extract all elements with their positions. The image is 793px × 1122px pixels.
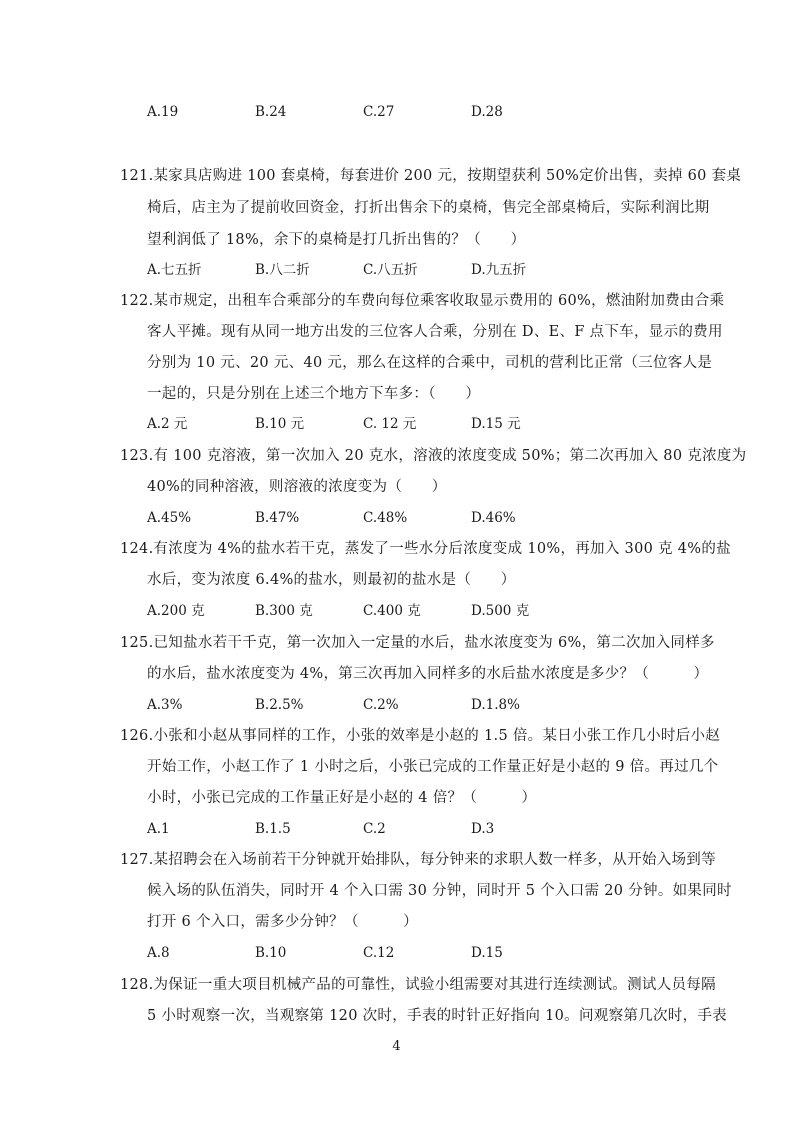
question-line: 126.小张和小赵从事同样的工作，小张的效率是小赵的 1.5 倍。某日小张工作几小时后小赵 bbox=[120, 728, 721, 744]
question-line: 望利润低了 18%，余下的桌椅是打几折出售的？（ ） bbox=[147, 232, 526, 248]
question-number: 126. bbox=[120, 728, 154, 744]
question-line: 125.已知盐水若干千克，第一次加入一定量的水后，盐水浓度变为 6%，第二次加入同样多 bbox=[120, 635, 715, 651]
option-c: C.27 bbox=[363, 104, 395, 120]
option-c: C.400 克 bbox=[363, 603, 421, 619]
question-line: 候入场的队伍消失，同时开 4 个入口需 30 分钟，同时开 5 个入口需 20 分钟。如果同时 bbox=[147, 883, 732, 899]
option-b: B.八二折 bbox=[255, 262, 310, 278]
question-line: 122.某市规定，出租车合乘部分的车费向每位乘客收取显示费用的 60%，燃油附加费由合乘 bbox=[120, 293, 725, 309]
question-number: 123. bbox=[120, 448, 154, 464]
options-row bbox=[147, 818, 667, 840]
options-row bbox=[147, 507, 667, 529]
option-c: C.八五折 bbox=[363, 262, 418, 278]
option-d: D.九五折 bbox=[471, 262, 527, 278]
option-d: D.28 bbox=[471, 104, 503, 120]
options-row bbox=[147, 600, 667, 622]
option-b: B.1.5 bbox=[255, 821, 291, 837]
option-b: B.10 bbox=[255, 945, 287, 961]
option-c: C. 12 元 bbox=[363, 416, 417, 432]
question-line: 水后，变为浓度 6.4%的盐水，则最初的盐水是（ ） bbox=[147, 572, 516, 588]
option-a: A.七五折 bbox=[147, 262, 202, 278]
option-c: C.12 bbox=[363, 945, 395, 961]
question-line: 123.有 100 克溶液，第一次加入 20 克水，溶液的浓度变成 50%；第二次再加入 80 克浓度为 bbox=[120, 448, 747, 464]
option-a: A.45% bbox=[147, 510, 192, 526]
option-a: A.8 bbox=[147, 945, 170, 961]
option-d: D.1.8% bbox=[471, 697, 520, 713]
option-b: B.10 元 bbox=[255, 416, 305, 432]
question-number: 121. bbox=[120, 168, 154, 184]
question-line: 开始工作，小赵工作了 1 小时之后，小张已完成的工作量正好是小赵的 9 倍。再过几个 bbox=[147, 759, 719, 775]
question-line: 5 小时观察一次，当观察第 120 次时，手表的时针正好指向 10。问观察第几次时，手表 bbox=[147, 1008, 727, 1024]
option-b: B.47% bbox=[255, 510, 300, 526]
question-line: 打开 6 个入口，需多少分钟？（ ） bbox=[147, 914, 418, 930]
options-row-prev bbox=[147, 101, 667, 123]
option-b: B.300 克 bbox=[255, 603, 313, 619]
option-d: D.3 bbox=[471, 821, 495, 837]
question-number: 124. bbox=[120, 541, 154, 557]
option-d: D.500 克 bbox=[471, 603, 530, 619]
options-row bbox=[147, 694, 667, 716]
options-row bbox=[147, 259, 667, 281]
option-d: D.15 bbox=[471, 945, 503, 961]
question-line: 127.某招聘会在入场前若干分钟就开始排队，每分钟来的求职人数一样多，从开始入场到等 bbox=[120, 852, 716, 868]
question-number: 125. bbox=[120, 635, 154, 651]
option-a: A.3% bbox=[147, 697, 183, 713]
question-line: 的水后，盐水浓度变为 4%，第三次再加入同样多的水后盐水浓度是多少？（ ） bbox=[147, 666, 709, 682]
option-c: C.2% bbox=[363, 697, 399, 713]
question-number: 122. bbox=[120, 293, 154, 309]
option-b: B.24 bbox=[255, 104, 287, 120]
question-line: 128.为保证一重大项目机械产品的可靠性，试验小组需要对其进行连续测试。测试人员每隔 bbox=[120, 977, 716, 993]
question-line: 分别为 10 元、20 元、40 元，那么在这样的合乘中，司机的营利比正常（三位客人是 bbox=[147, 355, 713, 371]
question-line: 一起的，只是分别在上述三个地方下车多：（ ） bbox=[147, 386, 481, 402]
option-a: A.19 bbox=[147, 104, 179, 120]
option-d: D.46% bbox=[471, 510, 516, 526]
question-line: 椅后，店主为了提前收回资金，打折出售余下的桌椅，售完全部桌椅后，实际利润比期 bbox=[147, 200, 710, 216]
options-row bbox=[147, 413, 667, 435]
question-number: 128. bbox=[120, 977, 154, 993]
option-a: A.2 元 bbox=[147, 416, 188, 432]
option-a: A.200 克 bbox=[147, 603, 205, 619]
option-c: C.2 bbox=[363, 821, 386, 837]
option-c: C.48% bbox=[363, 510, 408, 526]
question-number: 127. bbox=[120, 852, 154, 868]
question-line: 40%的同种溶液，则溶液的浓度变为（ ） bbox=[147, 479, 447, 495]
option-d: D.15 元 bbox=[471, 416, 521, 432]
option-b: B.2.5% bbox=[255, 697, 304, 713]
question-line: 客人平摊。现有从同一地方出发的三位客人合乘，分别在 D、E、F 点下车，显示的费用 bbox=[147, 324, 723, 340]
question-line: 121.某家具店购进 100 套桌椅，每套进价 200 元，按期望获利 50%定价出售，卖掉 60 套桌 bbox=[120, 168, 742, 184]
option-a: A.1 bbox=[147, 821, 170, 837]
question-line: 小时，小张已完成的工作量正好是小赵的 4 倍？（ ） bbox=[147, 790, 537, 806]
options-row bbox=[147, 942, 667, 964]
question-line: 124.有浓度为 4%的盐水若干克，蒸发了一些水分后浓度变成 10%，再加入 300 克 4%的盐 bbox=[120, 541, 731, 557]
page-number: 4 bbox=[392, 1039, 401, 1054]
